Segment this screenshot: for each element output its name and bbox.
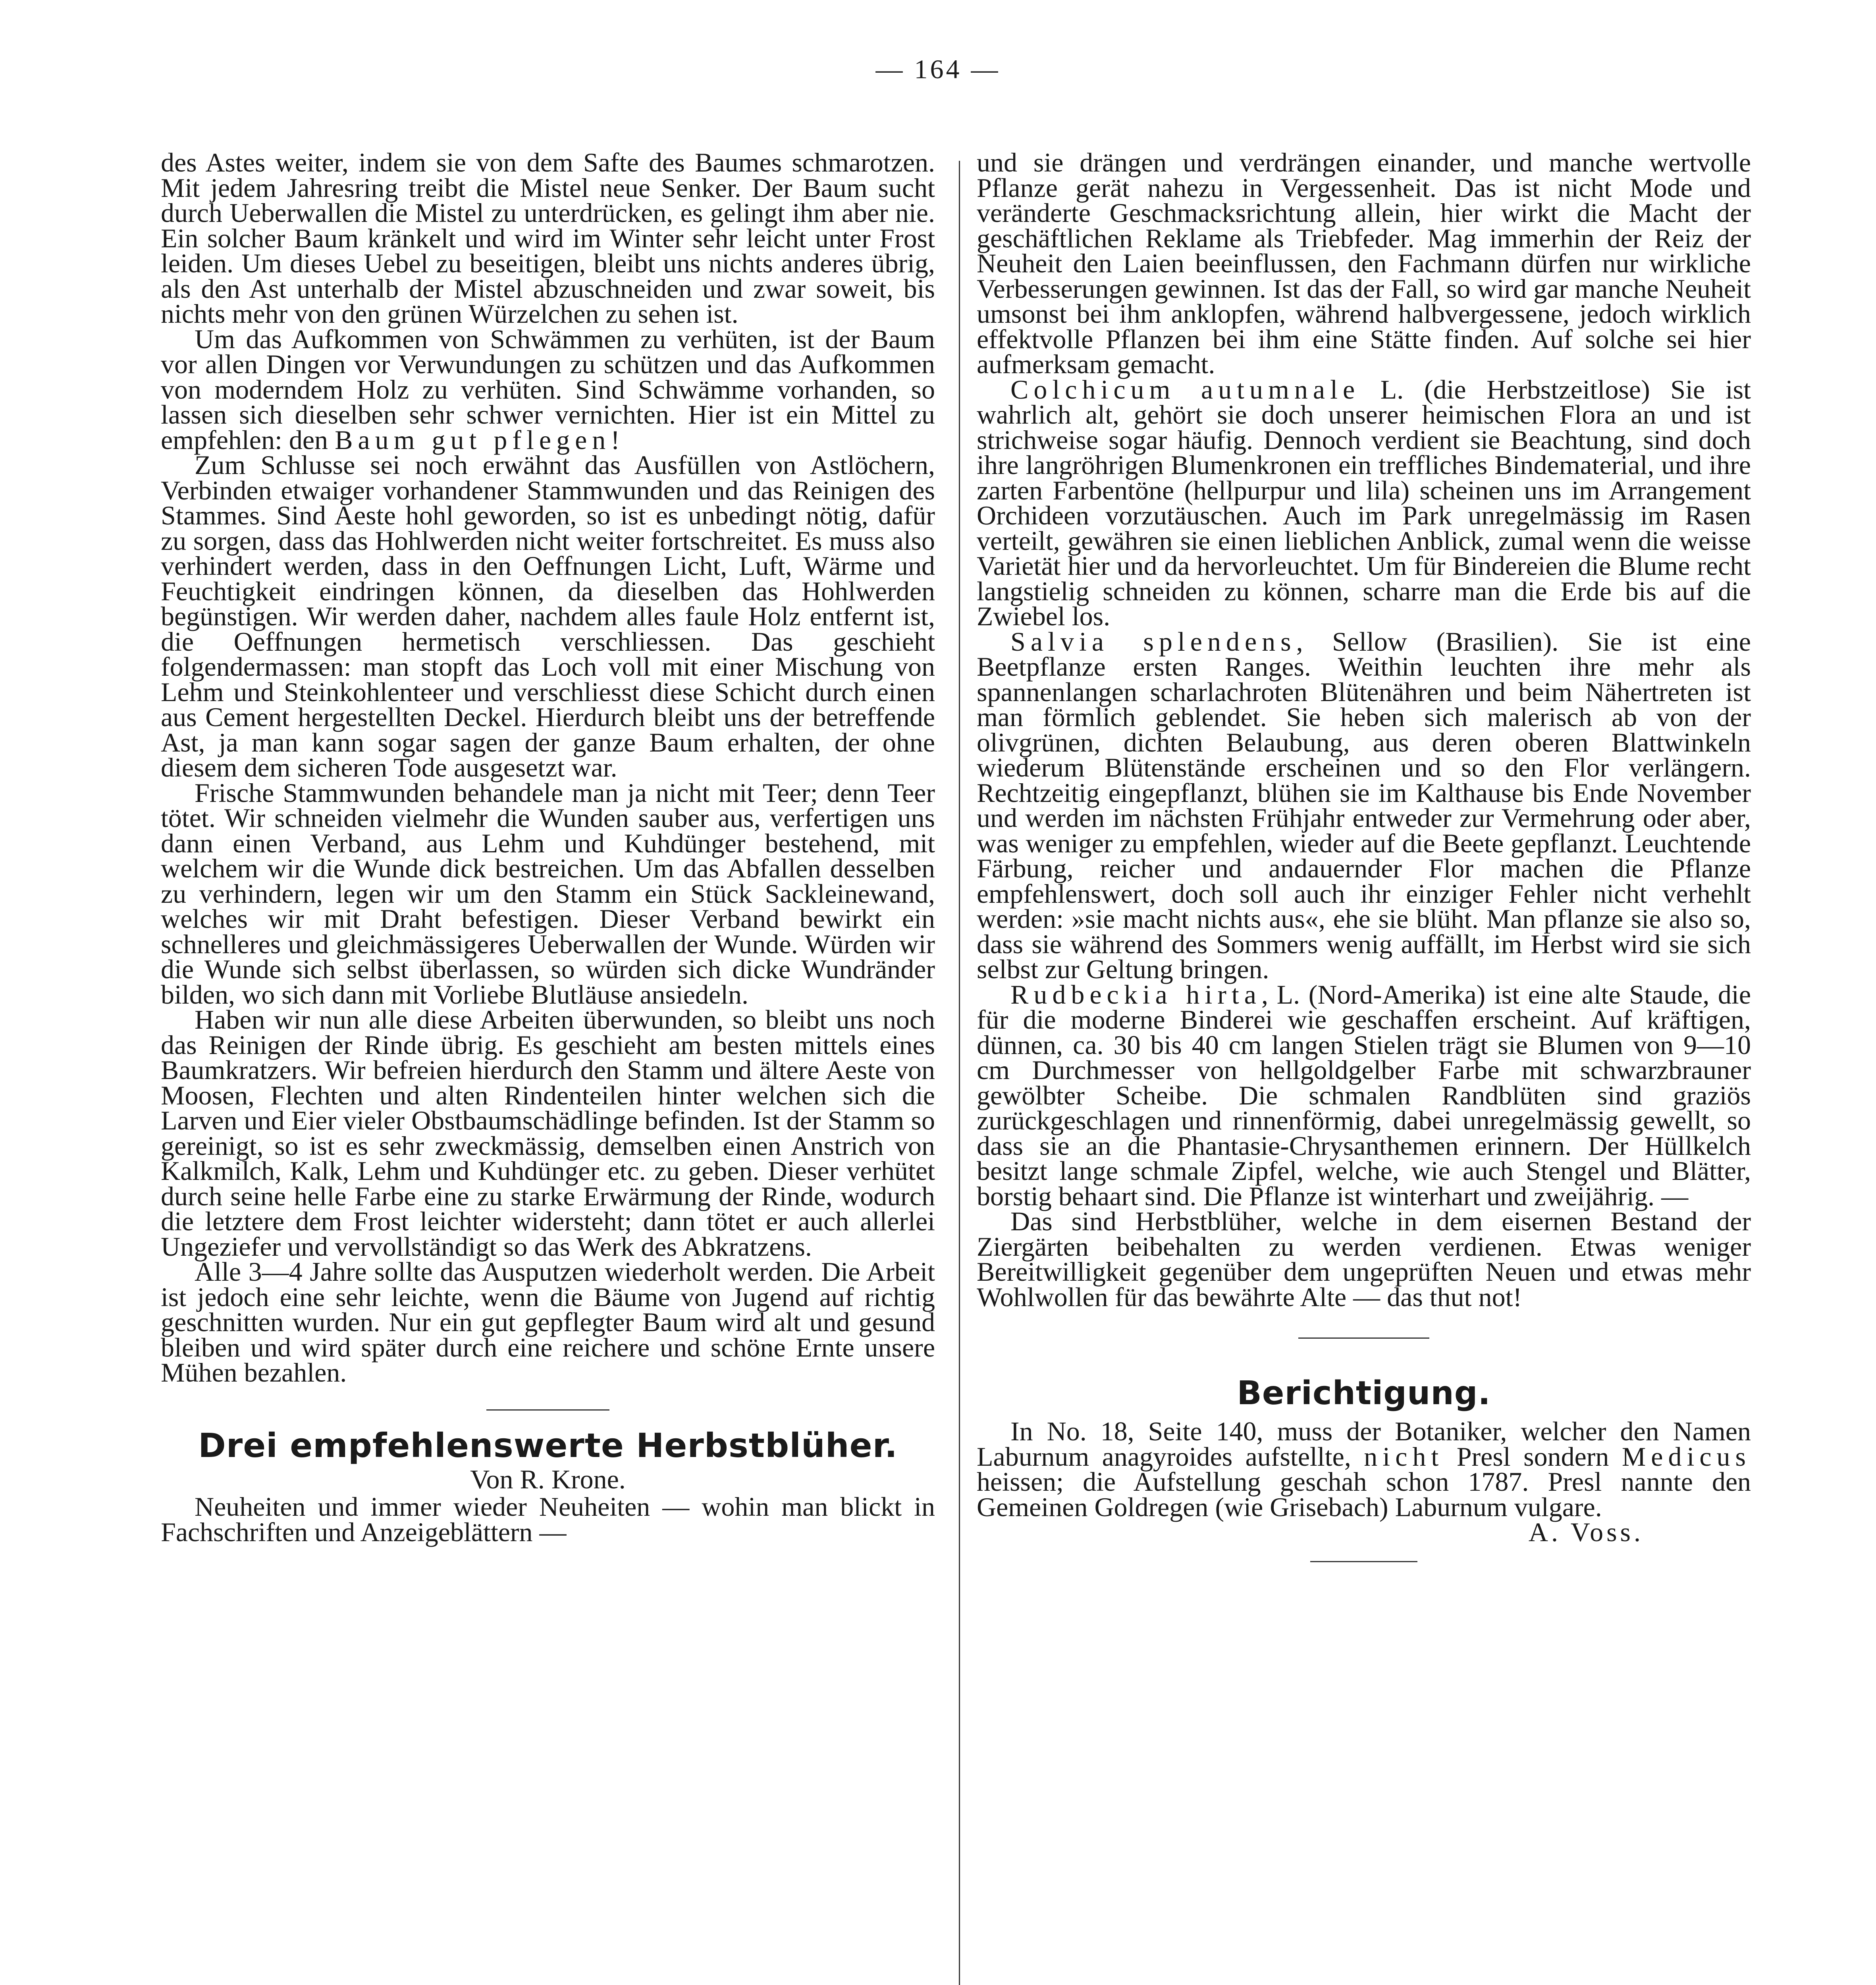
paragraph-colchicum [977, 374, 1751, 631]
right-column [977, 147, 1751, 1578]
paragraph-correction [977, 1416, 1751, 1522]
paragraph-fungi-text: Um das Aufkommen von Schwämmen zu verhüten, ist der Baum vor allen Dingen vor Verwundungen zu schützen und das Aufkommen von moderndem Holz zu verhüten. Sind Schwämme vorhanden, so lassen sich dieselben sehr schwer vernichten. Hier ist ein Mittel zu empfehlen: den [161, 324, 935, 455]
plant-name-salvia: Salvia splendens [1010, 626, 1296, 657]
article-byline: Von R. Krone. [470, 1464, 626, 1494]
page-number: — 164 — [875, 54, 1001, 84]
paragraph-intro-continued: und sie drängen und verdrängen einander, und manche wertvolle Pflanze gerät nahezu in Vergessenheit. Das ist nicht Mode und veränderte Geschmacksrichtung allein, hier wirkt die Macht der geschäftlichen Reklame als Triebfeder. Mag immerhin der Reiz der Neuheit den Laien beeinflussen, den Fachmann dürfen nur wirkliche Verbesserungen gewinnen. Ist das der Fall, so wird gar manche Neuheit umsonst bei ihm anklopfen, während halbvergessene, jedoch wirklich effektvolle Pflanzen bei ihm eine Stätte finden. Auf solche sei hier aufmerksam gemacht. [977, 147, 1751, 379]
emphasis-care-for-tree: Baum gut pflegen! [335, 424, 625, 455]
plant-text-salvia: , Sellow (Brasilien). Sie ist eine Beetpflanze ersten Ranges. Weithin leuchten ihre mehr als spannenlangen scharlachroten Blütenähren und beim Nähertreten ist man förmlich geblendet. Sie heben sich malerisch ab von der olivgrünen, dichten Belaubung, aus deren oberen Blattwinkeln wiederum Blütenstände erscheinen und so den Flor verlängern. Rechtzeitig eingepflanzt, blühen sie im Kalthause bis Ende November und werden im nächsten Frühjahr entweder zur Vermehrung oder aber, was weniger zu empfehlen, wieder auf die Beete gepflanzt. Leuchtende Färbung, reicher und andauernder Flor machen die Pflanze empfehlenswert, doch soll auch ihr einziger Fehler nicht verhehlt werden: »sie macht nichts aus«, ehe sie blüht. Man pflanze sie also so, dass sie während des Sommers wenig auffällt, im Herbst wird sie sich selbst zur Geltung bringen. [977, 626, 1751, 984]
paragraph-tree-holes: Zum Schlusse sei noch erwähnt das Ausfüllen von Astlöchern, Verbinden etwaiger vorhandener Stammwunden und das Reinigen des Stammes. Sind Aeste hohl geworden, so ist es unbedingt nötig, dafür zu sorgen, dass das Hohlwerden nicht weiter fortschreitet. Es muss also verhindert werden, dass in den Oeffnungen Licht, Luft, Wärme und Feuchtigkeit eindringen können, da dieselben das Hohlwerden begünstigen. Wir werden daher, nachdem alles faule Holz entfernt ist, die Oeffnungen hermetisch verschliessen. Das geschieht folgendermassen: man stopft das Loch voll mit einer Mischung von Lehm und Steinkohlenteer und verschliesst diese Schicht durch einen aus Cement hergestellten Deckel. Hierdurch bleibt uns der betreffende Ast, ja man kann sogar sagen der ganze Baum erhalten, der ohne diesem dem sicheren Tode ausgesetzt war. [161, 450, 935, 782]
author-signature: A. Voss. [1528, 1517, 1644, 1547]
article-title: Drei empfehlenswerte Herbstblüher. [198, 1426, 898, 1465]
paragraph-pruning-interval: Alle 3—4 Jahre sollte das Ausputzen wiederholt werden. Die Arbeit ist jedoch eine sehr leichte, wenn die Bäume von Jugend auf richtig geschnitten wurden. Nur ein gut gepflegter Baum wird alt und gesund bleiben und wird später durch eine reichere und schöne Ernte unsere Mühen bezahlen. [161, 1257, 935, 1388]
correction-text-c: heissen; die Aufstellung geschah schon 1787. Presl nannte den Gemeinen Goldregen (wie Grisebach) Laburnum vulgare. [977, 1467, 1751, 1522]
plant-text-rudbeckia: , L. (Nord-Amerika) ist eine alte Staude, die für die moderne Binderei wie geschaffen erscheint. Auf kräftigen, dünnen, ca. 30 bis 40 cm langen Stielen trägt sie Blumen von 9—10 cm Durchmesser von hellgoldgelber Farbe mit schwarzbrauner gewölbter Scheibe. Die schmalen Randblüten sind graziös zurückgeschlagen und rinnenförmig, dabei unregelmässig gewellt, so dass sie an die Phantasie-Chrysanthemen erinnern. Der Hüllkelch besitzt lange schmale Zipfel, welche, wie auch Stengel und Blätter, borstig behaart sind. Die Pflanze ist winterhart und zweijährig. — [977, 979, 1751, 1211]
section-divider-right [1298, 1337, 1429, 1339]
paragraph-mistletoe-end: des Astes weiter, indem sie von dem Safte des Baumes schmarotzen. Mit jedem Jahresring treibt die Mistel neue Senker. Der Baum sucht durch Ueberwallen die Mistel zu unterdrücken, es gelingt ihm aber nie. Ein solcher Baum kränkelt und wird im Winter sehr leicht unter Frost leiden. Um dieses Uebel zu beseitigen, bleibt uns nichts anderes übrig, als den Ast unterhalb der Mistel abzuschneiden und zwar soweit, bis nichts mehr von den grünen Würzelchen zu sehen ist. [161, 147, 935, 329]
paragraph-fungi [161, 324, 935, 455]
correction-text-b: Presl sondern [1456, 1441, 1609, 1472]
correction-emphasis-nicht: nicht [1364, 1441, 1444, 1472]
paragraph-bark-cleaning: Haben wir nun alle diese Arbeiten überwunden, so bleibt uns noch das Reinigen der Rinde übrig. Es geschieht am besten mittels eines Baumkratzers. Wir befreien hierdurch den Stamm und ältere Aeste von Moosen, Flechten und alten Rindenteilen hinter welchen sich die Larven und Eier vieler Obstbaumschädlinge befinden. Ist der Stamm so gereinigt, so ist es sehr zweckmässig, demselben einen Anstrich von Kalkmilch, Kalk, Lehm und Kuhdünger etc. zu geben. Dieser verhütet durch seine helle Farbe eine zu starke Erwärmung der Rinde, wodurch die letztere dem Frost leichter widersteht; dann tötet er auch allerlei Ungeziefer und vervollständigt so das Werk des Abkratzens. [161, 1004, 935, 1262]
correction-text-a: In No. 18, Seite 140, muss der Botaniker, welcher den Namen Laburnum anagyroides aufstellte, [977, 1416, 1751, 1472]
plant-name-rudbeckia: Rudbeckia hirta [1010, 979, 1261, 1010]
plant-name-colchicum: Colchicum autumnale [1010, 374, 1360, 405]
end-divider [1310, 1561, 1417, 1562]
paragraph-rudbeckia [977, 979, 1751, 1211]
paragraph-fresh-wounds: Frische Stammwunden behandele man ja nicht mit Teer; denn Teer tötet. Wir schneiden vielmehr die Wunden sauber aus, verfertigen uns dann einen Verband, aus Lehm und Kuhdünger bestehend, mit welchem wir die Wunde dick bestreichen. Um das Abfallen desselben zu verhindern, legen wir um den Stamm ein Stück Sackleinewand, welches wir mit Draht befestigen. Dieser Verband bewirkt ein schnelleres und gleichmässigeres Ueberwallen der Wunde. Würden wir die Wunde sich selbst überlassen, so würden sich dicke Wundränder bilden, wo sich dann mit Vorliebe Blutläuse ansiedeln. [161, 777, 935, 1010]
paragraph-closing: Das sind Herbstblüher, welche in dem eisernen Bestand der Ziergärten beibehalten zu werden verdienen. Etwas weniger Bereitwilligkeit gegenüber dem ungeprüften Neuen und etwas mehr Wohlwollen für das bewährte Alte — das thut not! [977, 1206, 1751, 1312]
correction-title: Berichtigung. [1237, 1374, 1491, 1412]
paragraph-salvia [977, 626, 1751, 984]
column-divider [959, 161, 960, 1985]
plant-text-colchicum: L. (die Herbstzeitlose) Sie ist wahrlich alt, gehört sie doch unserer heimischen Flora an und ist strichweise sogar häufig. Dennoch verdient sie Beachtung, sind doch ihre langröhrigen Blumenkronen ein treffliches Bindematerial, und ihre zarten Farbentöne (hellpurpur und lila) scheinen uns im Arrangement Orchideen vorzutäuschen. Auch im Park unregelmässig im Rasen verteilt, gewähren sie einen lieblichen Anblick, zumal wenn die weisse Varietät hier und da hervorleuchtet. Um für Bindereien die Blume recht langstielig schneiden zu können, scharre man die Erde bis auf die Zwiebel los. [977, 374, 1751, 631]
section-divider [486, 1409, 609, 1411]
correction-emphasis-medicus: Medicus [1621, 1441, 1751, 1472]
left-column [161, 147, 935, 1547]
paragraph-article-intro: Neuheiten und immer wieder Neuheiten — wohin man blickt in Fachschriften und Anzeigeblättern — [161, 1492, 935, 1547]
